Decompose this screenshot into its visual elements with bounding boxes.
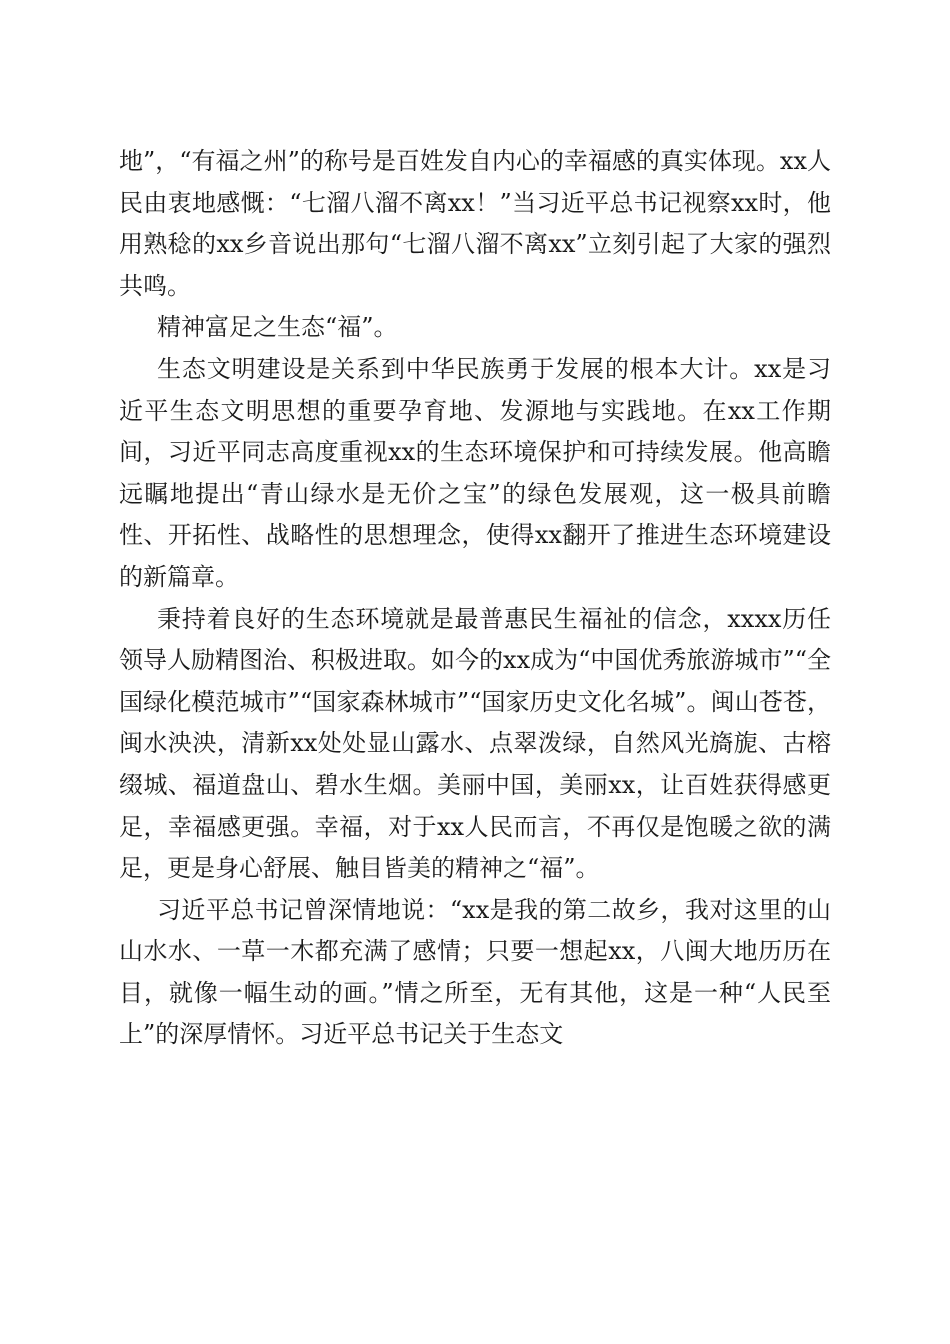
paragraph-ecological-civilization: 生态文明建设是关系到中华民族勇于发展的根本大计。xx是习近平生态文明思想的重要孕育地、发源地与实践地。在xx工作期间，习近平同志高度重视xx的生态环境保护和可持续发展。他高瞻远瞩地提出“青山绿水是无价之宝”的绿色发展观，这一极具前瞻性、开拓性、战略性的思想理念，使得xx翻开了推进生态环境建设的新篇章。 bbox=[119, 354, 831, 591]
body-text bbox=[119, 141, 831, 1056]
paragraph-ecological-environment: 秉持着良好的生态环境就是最普惠民生福祉的信念，xxxx历任领导人励精图治、积极进取。如今的xx成为“中国优秀旅游城市”“全国绿化模范城市”“国家森林城市”“国家历史文化名城”。闽山苍苍，闽水泱泱，清新xx处处显山露水、点翠泼绿，自然风光旖旎、古榕缀城、福道盘山、碧水生烟。美丽中国，美丽xx，让百姓获得感更足，幸福感更强。幸福，对于xx人民而言，不再仅是饱暖之欲的满足，更是身心舒展、触目皆美的精神之“福”。 bbox=[119, 604, 831, 883]
paragraph-continuation: 地”，“有福之州”的称号是百姓发自内心的幸福感的真实体现。xx人民由衷地感慨：“七溜八溜不离xx！”当习近平总书记视察xx时，他用熟稔的xx乡音说出那句“七溜八溜不离xx”立刻引起了大家的强烈共鸣。 bbox=[119, 147, 831, 300]
paragraph-subheading: 精神富足之生态“福”。 bbox=[157, 313, 398, 342]
paragraph-quote: 习近平总书记曾深情地说：“xx是我的第二故乡，我对这里的山山水水、一草一木都充满了感情；只要一想起xx，八闽大地历历在目，就像一幅生动的画。”情之所至，无有其他，这是一种“人民至上”的深厚情怀。习近平总书记关于生态文 bbox=[119, 895, 831, 1049]
